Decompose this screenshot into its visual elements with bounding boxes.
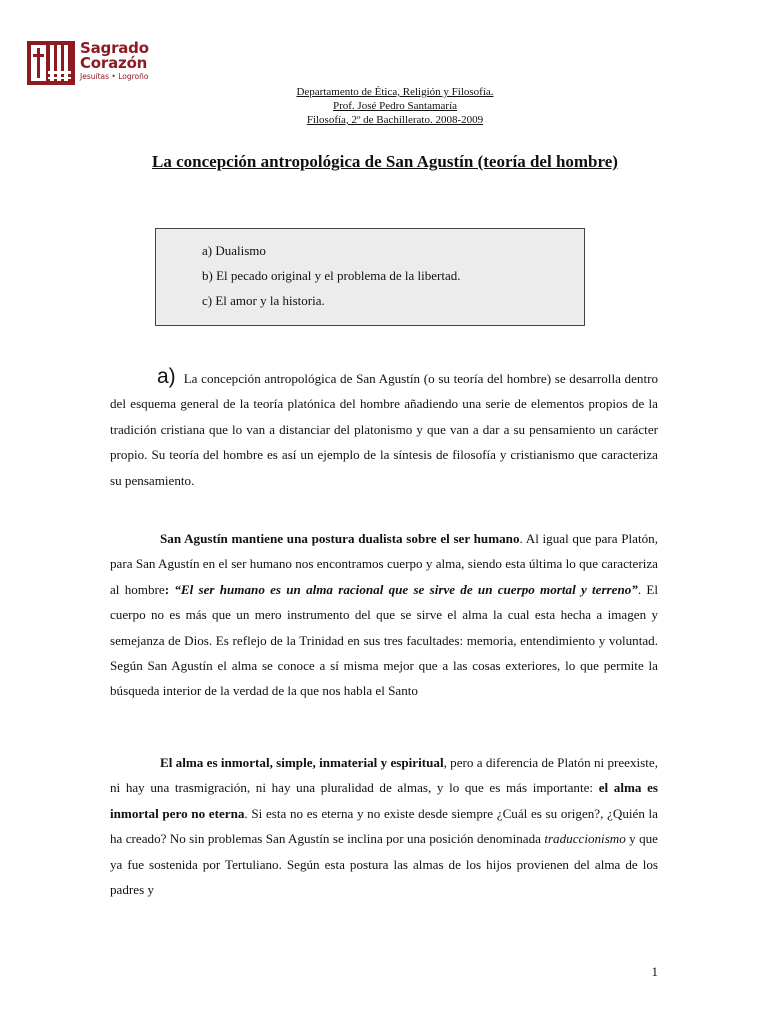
paragraph-text: y que ya fue sostenida por Tertuliano. Según esta postura las almas de los hijos provienen del alma de los padres y xyxy=(110,831,658,898)
department-line: Departamento de Ética, Religión y Filosofía. xyxy=(296,86,494,98)
logo-wordmark xyxy=(80,41,149,83)
paragraph-text: . Al igual que para Platón, para San Agustín en el ser humano nos encontramos cuerpo y alma, siendo esta última lo que caracteriza al hombre xyxy=(110,531,658,597)
bold-statement: el alma es inmortal pero no eterna xyxy=(110,780,658,821)
professor-line: Prof. José Pedro Santamaría xyxy=(332,100,458,112)
paragraph-2 xyxy=(110,526,658,704)
paragraph-1 xyxy=(110,364,658,493)
course-line: Filosofía, 2º de Bachillerato. 2008-2009 xyxy=(306,114,484,126)
logo-line-1: Sagrado xyxy=(80,39,149,57)
colon: : xyxy=(164,581,170,597)
document-title: La concepción antropológica de San Agustín (teoría del hombre) xyxy=(152,152,618,171)
paragraph-text: La concepción antropológica de San Agustín (o su teoría del hombre) se desarrolla dentro del esquema general de la teoría platónica del hombre añadiendo una serie de elementos propios de la tradición cristiana que lo van a distanciar del platonismo y que van a dar a su pensamiento un carácter propio. Su teoría del hombre es así un ejemplo de la síntesis de filosofía y cristianismo que caracteriza su pensamiento. xyxy=(110,371,658,488)
paragraph-text: . Si esta no es eterna y no existe desde siempre ¿Cuál es su origen?, ¿Quién la ha creado? No sin problemas San Agustín se inclina por una posición denominada xyxy=(110,805,658,847)
italic-term: traduccionismo xyxy=(544,831,626,847)
document-header xyxy=(250,85,540,127)
bold-statement: San Agustín mantiene una postura dualista sobre el ser humano xyxy=(160,531,520,546)
toc-item: b) El pecado original y el problema de la libertad. xyxy=(202,268,461,283)
section-letter: a) xyxy=(157,365,176,388)
toc-item: c) El amor y la historia. xyxy=(202,293,325,308)
logo-line-3: Jesuitas • Logroño xyxy=(80,72,149,81)
paragraph-text: , pero a diferencia de Platón ni preexiste, ni hay una trasmigración, ni hay una pluralidad de almas, y lo que es más importante: xyxy=(110,755,658,796)
paragraph-text: . El cuerpo no es más que un mero instrumento del que se sirve el alma la cual esta hecha a imagen y semejanza de Dios. Es reflejo de la Trinidad en sus tres facultades: memoria, entendimiento y voluntad. Según San Agustín el alma se conoce a sí misma mejor que a las cosas exteriores, lo que permite la búsqueda interior de la verdad de la que nos habla el Santo xyxy=(110,581,658,699)
page-number: 1 xyxy=(651,964,658,979)
logo-line-2: Corazón xyxy=(80,54,148,72)
quotation: “El ser humano es un alma racional que se sirve de un cuerpo mortal y terreno” xyxy=(174,581,638,597)
bold-statement: El alma es inmortal, simple, inmaterial y espiritual xyxy=(160,755,444,770)
sagrado-corazon-emblem xyxy=(27,41,75,85)
school-logo xyxy=(27,41,167,85)
paragraph-3 xyxy=(110,750,658,902)
table-of-contents-box xyxy=(155,228,585,326)
toc-item: a) Dualismo xyxy=(202,243,266,258)
